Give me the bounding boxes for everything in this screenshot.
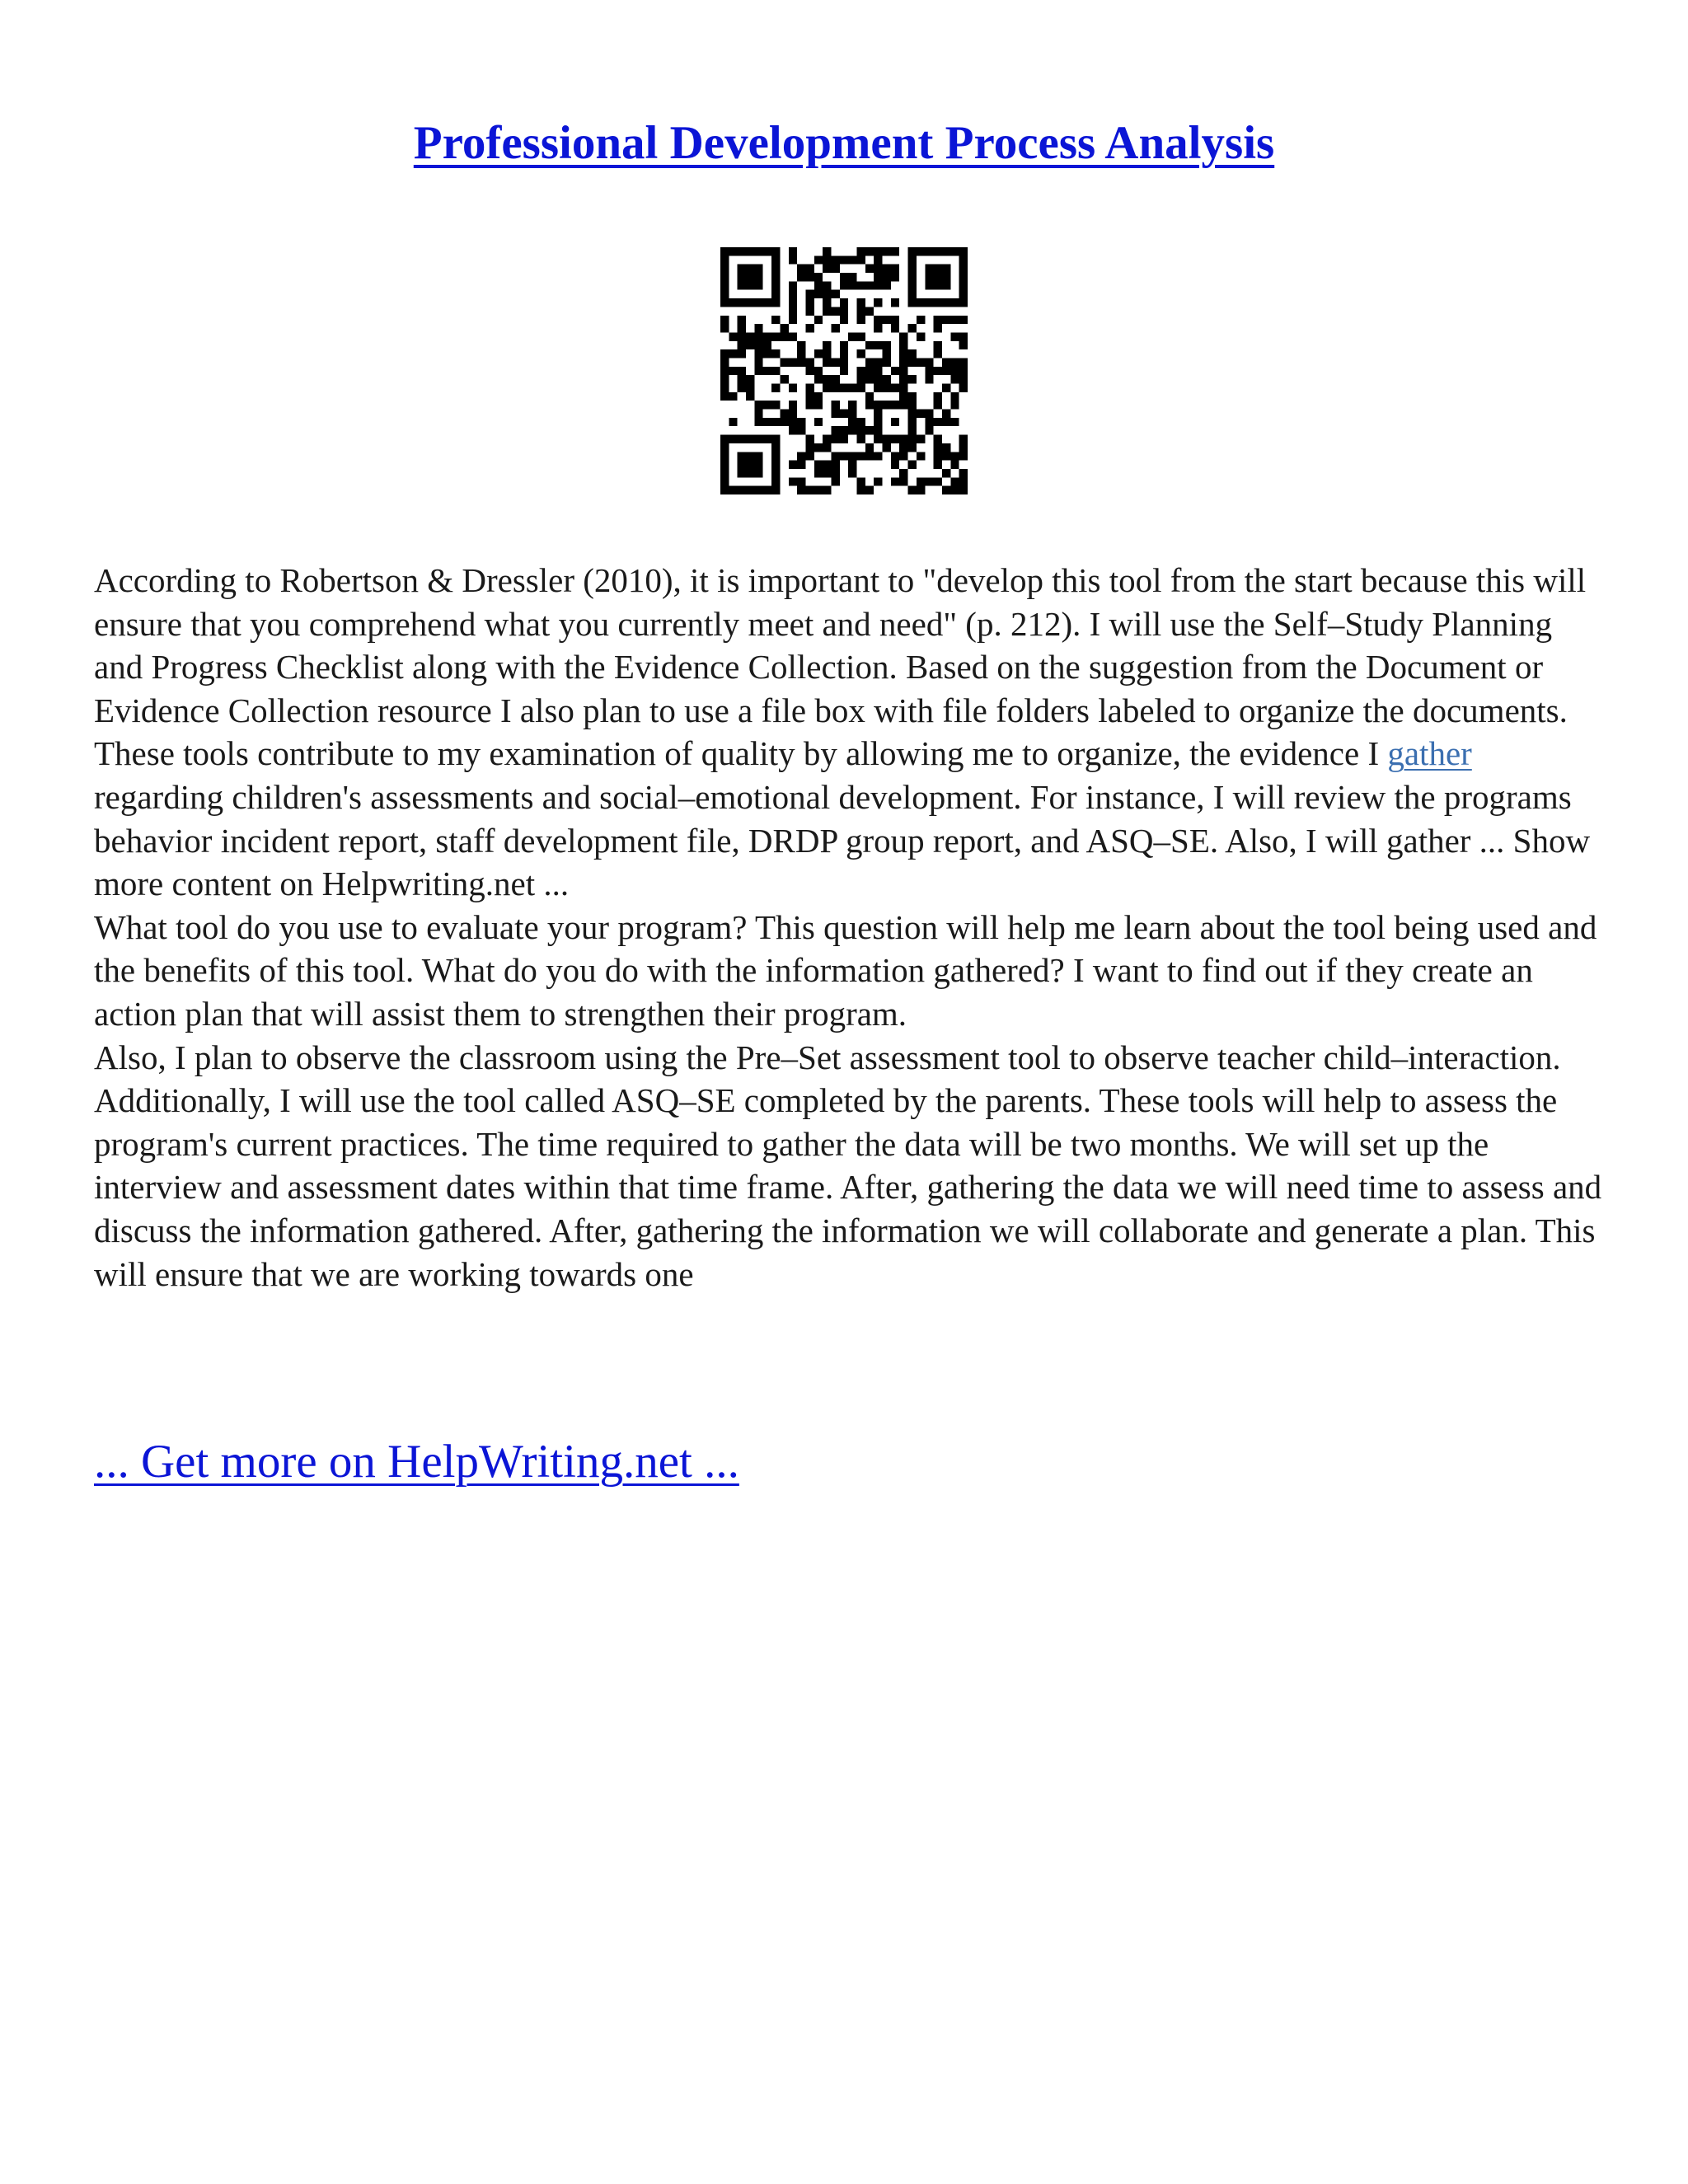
paragraph-1-text-b: regarding children's assessments and social–emotional development. For instance, I will review the programs behavior incident report, staff development file, DRDP group report, and ASQ–SE. Also, I will gather ... Show more content on Helpwriting.net ... <box>94 777 1591 903</box>
paragraph-1-text-a: According to Robertson & Dressler (2010), it is important to "develop this tool from the start because this will ensure that you comprehend what you currently meet and need" (p. 212). I will use the Self–Study Planning and Progress Checklist along with the Evidence Collection. Based on the suggestion from the Document or Evidence Collection resource I also plan to use a file box with file folders labeled to organize the documents. These tools contribute to my examination of quality by allowing me to organize, the evidence I <box>94 561 1587 773</box>
paragraph-3: Also, I plan to observe the classroom using the Pre–Set assessment tool to observe teacher child–interaction. Additionally, I will use the tool called ASQ–SE completed by the parents. These tools will help to assess the program's current practices. The time required to gather the data will be two months. We will set up the interview and assessment dates within that time frame. After, gathering the data we will need time to assess and discuss the information gathered. After, gathering the information we will collaborate and generate a plan. This will ensure that we are working towards one <box>94 1038 1602 1293</box>
paragraph-1 <box>94 559 1602 906</box>
get-more-link[interactable]: ... Get more on HelpWriting.net ... <box>94 1436 739 1488</box>
page-title[interactable]: Professional Development Process Analysis <box>413 117 1275 169</box>
qr-code-icon <box>720 247 968 494</box>
article-body <box>94 559 1602 1296</box>
paragraph-2: What tool do you use to evaluate your program? This question will help me learn about the tool being used and the benefits of this tool. What do you do with the information gathered? I want to find out if they create an action plan that will assist them to strengthen their program. <box>94 907 1597 1033</box>
gather-link[interactable]: gather <box>1387 734 1472 773</box>
